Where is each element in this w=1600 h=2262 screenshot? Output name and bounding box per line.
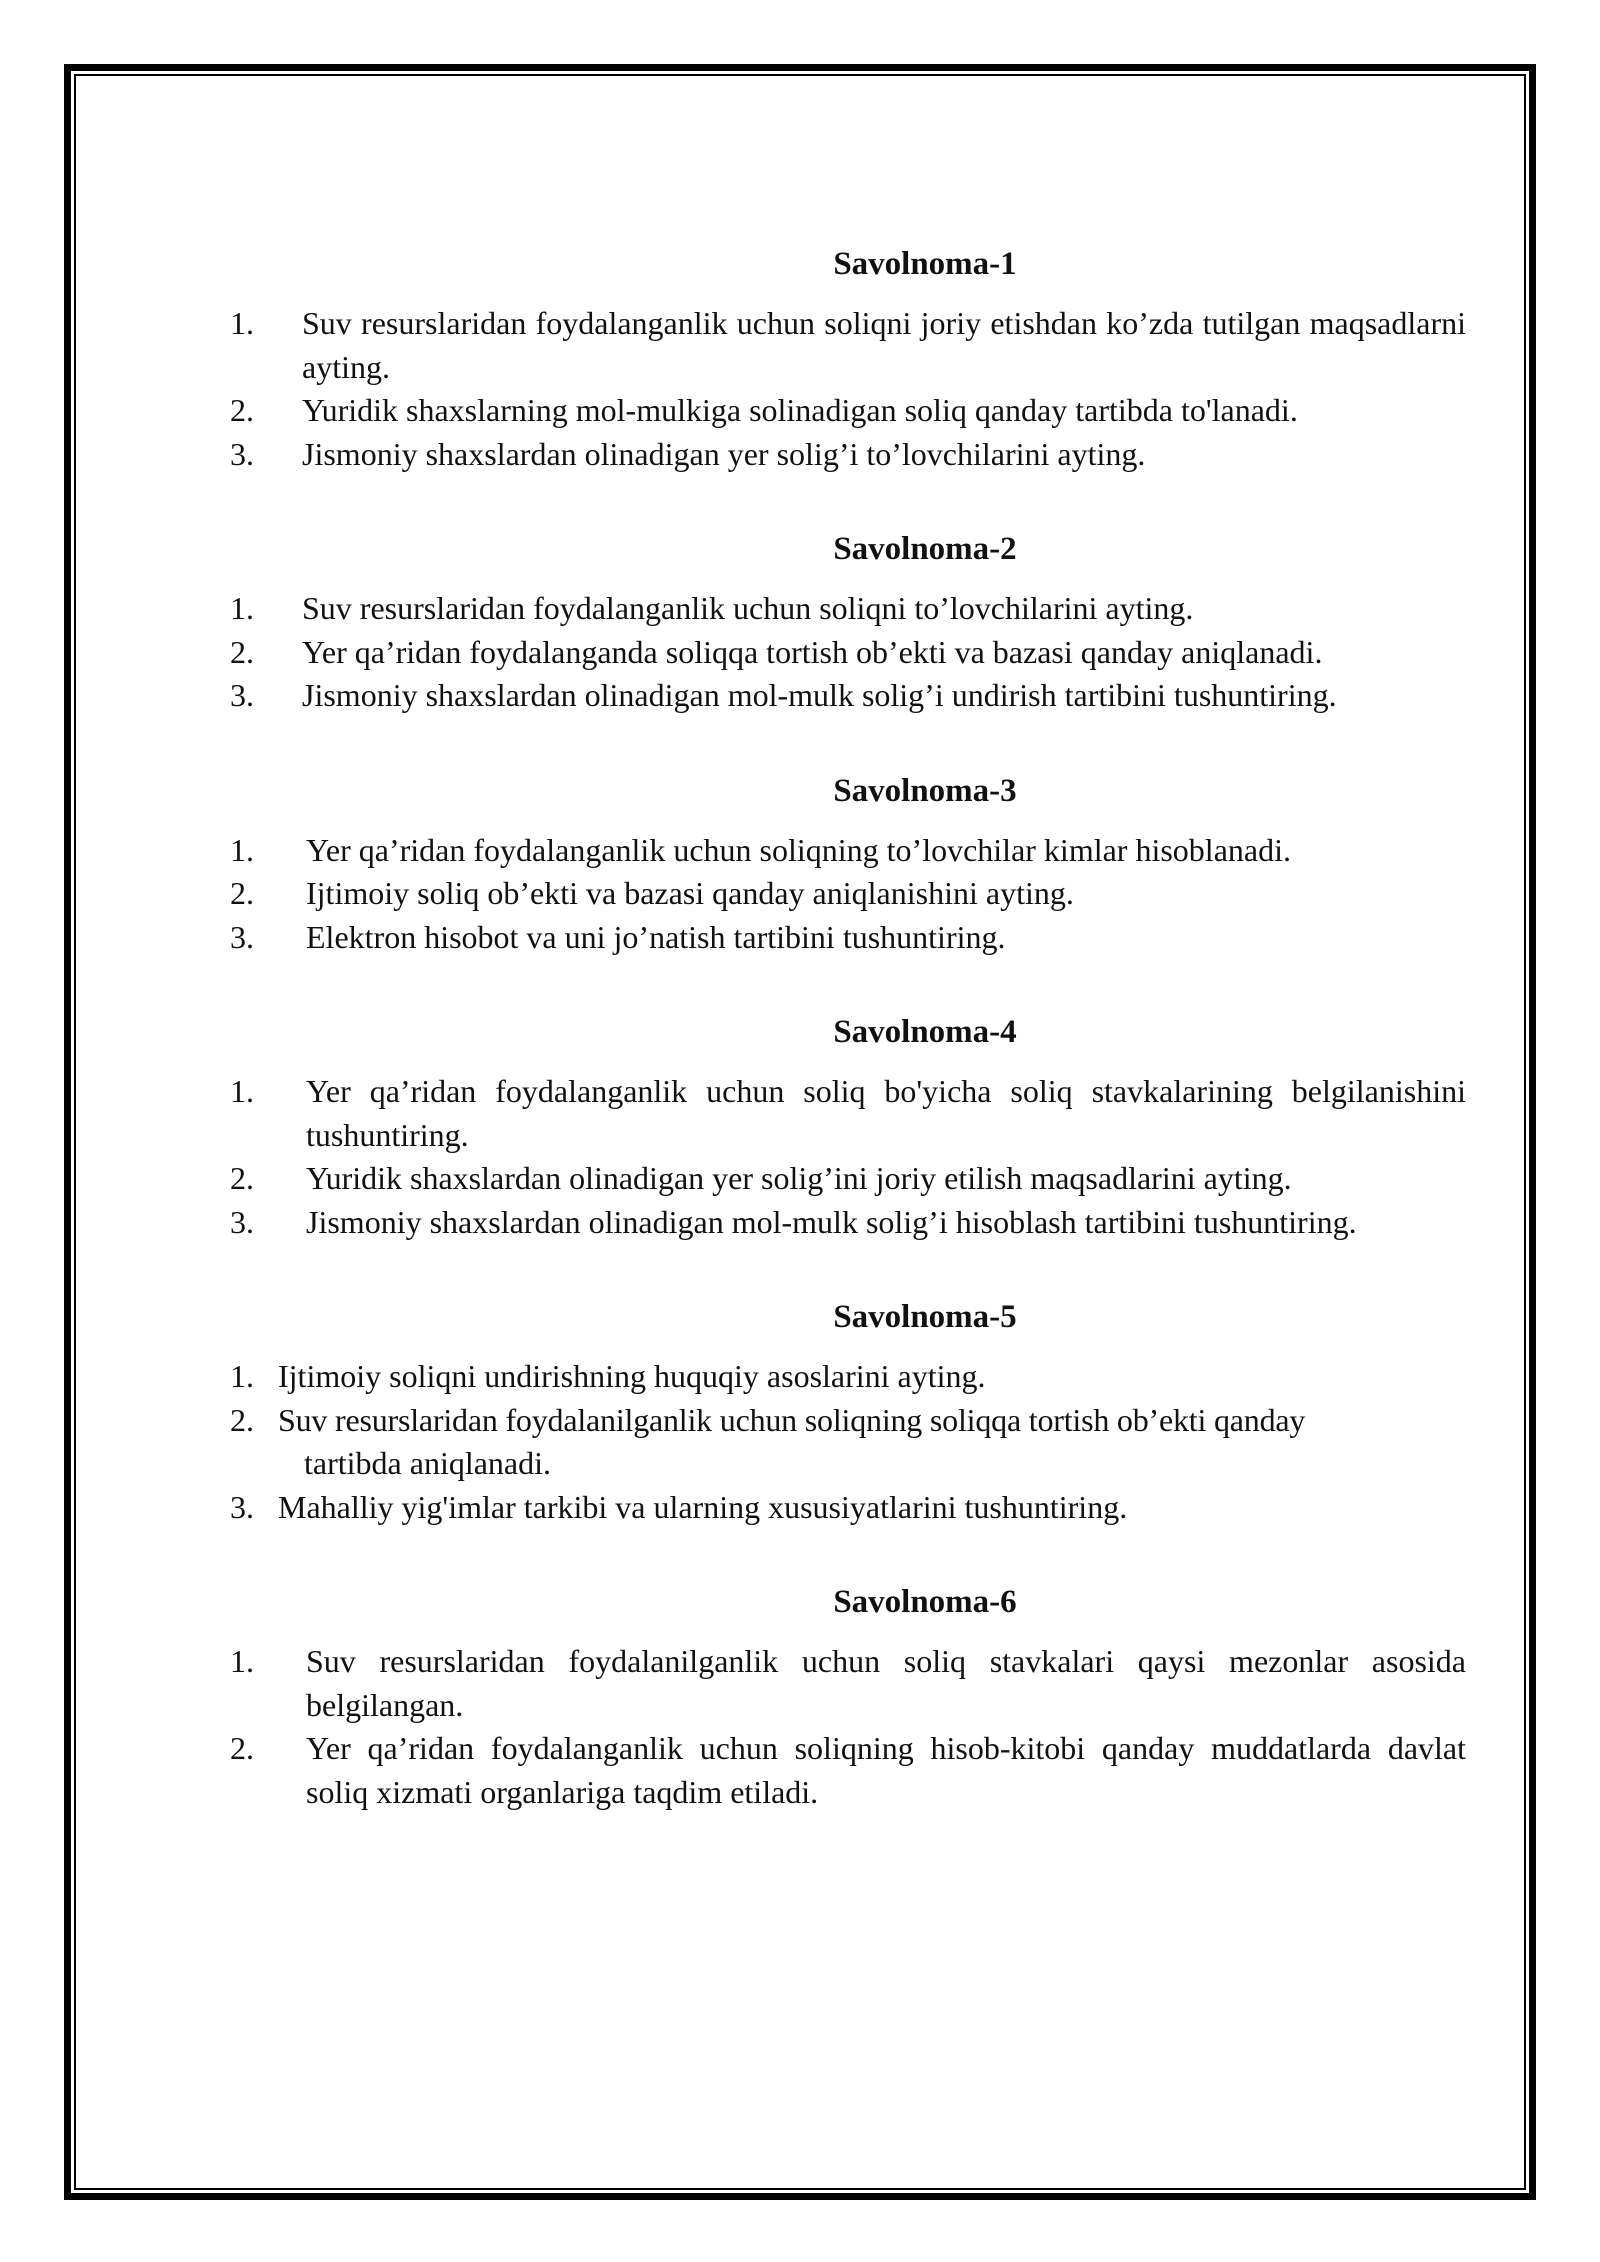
question-text: Ijtimoiy soliqni undirishning huquqiy asoslarini ayting. [278, 1358, 986, 1394]
questionnaire-3 [230, 770, 1490, 960]
question-list [230, 829, 1490, 960]
question-item [230, 302, 1490, 389]
question-text: Suv resurslaridan foydalanganlik uchun soliqni joriy etishdan ko’zda tutilgan maqsadlarni ayting. [302, 305, 1466, 385]
question-number: 1. [230, 831, 254, 868]
question-item [230, 1640, 1490, 1727]
question-number: 3. [230, 1203, 254, 1240]
document-body [230, 243, 1490, 1814]
question-number: 3. [230, 1488, 254, 1525]
questionnaire-5 [230, 1296, 1490, 1529]
question-text: Ijtimoiy soliq ob’ekti va bazasi qanday aniqlanishini ayting. [306, 875, 1074, 911]
section-title: Savolnoma-1 [833, 246, 1017, 282]
question-text: Yer qa’ridan foydalanganlik uchun soliq bo'yicha soliq stavkalarining belgilanishini tushuntiring. [306, 1073, 1466, 1153]
question-text-continued: tartibda aniqlanadi. [304, 1445, 552, 1481]
question-text: Yuridik shaxslardan olinadigan yer solig’ini joriy etilish maqsadlarini ayting. [306, 1160, 1292, 1196]
section-title: Savolnoma-6 [833, 1584, 1017, 1620]
question-text: Suv resurslaridan foydalanganlik uchun soliqni to’lovchilarini ayting. [302, 590, 1194, 626]
questionnaire-4 [230, 1011, 1490, 1244]
question-item [230, 1399, 1490, 1486]
question-text: Yer qa’ridan foydalanganlik uchun soliqning hisob-kitobi qanday muddatlarda davlat soliq xizmati organlariga taqdim etiladi. [306, 1730, 1466, 1810]
question-number: 3. [230, 435, 254, 472]
question-item [230, 631, 1490, 675]
section-title: Savolnoma-2 [833, 531, 1017, 567]
question-number: 2. [230, 1160, 254, 1196]
question-item [230, 433, 1490, 477]
question-number: 1. [230, 1073, 254, 1109]
question-item [230, 1157, 1490, 1201]
section-title: Savolnoma-4 [833, 1014, 1017, 1050]
question-list [230, 1355, 1490, 1529]
question-item [230, 389, 1490, 433]
question-item [230, 829, 1490, 873]
question-text: Suv resurslaridan foydalanilganlik uchun soliqning soliqqa tortish ob’ekti qanday [278, 1401, 1306, 1438]
question-item [230, 1201, 1490, 1245]
question-item [230, 1355, 1490, 1399]
question-number: 2. [230, 875, 254, 911]
question-list [230, 302, 1490, 476]
question-number: 2. [230, 633, 254, 670]
question-number: 2. [230, 1730, 254, 1766]
question-number: 1. [230, 305, 254, 341]
question-number: 2. [230, 1401, 254, 1438]
question-text: Yuridik shaxslarning mol-mulkiga solinadigan soliq qanday tartibda to'lanadi. [302, 392, 1298, 428]
question-list [230, 1070, 1490, 1244]
question-item [230, 872, 1490, 916]
question-text: Mahalliy yig'imlar tarkibi va ularning xususiyatlarini tushuntiring. [278, 1488, 1128, 1525]
question-text: Elektron hisobot va uni jo’natish tartibini tushuntiring. [306, 918, 1006, 955]
questionnaire-1 [230, 243, 1490, 476]
questionnaire-6 [230, 1581, 1490, 1814]
question-text: Yer qa’ridan foydalanganlik uchun soliqning to’lovchilar kimlar hisoblanadi. [306, 831, 1291, 868]
question-item [230, 674, 1490, 718]
section-title: Savolnoma-3 [833, 772, 1017, 809]
question-list [230, 587, 1490, 718]
section-title: Savolnoma-5 [833, 1299, 1017, 1335]
question-text: Jismoniy shaxslardan olinadigan yer solig’i to’lovchilarini ayting. [302, 435, 1146, 472]
question-list [230, 1640, 1490, 1814]
question-number: 1. [230, 590, 254, 626]
question-text: Jismoniy shaxslardan olinadigan mol-mulk solig’i hisoblash tartibini tushuntiring. [306, 1203, 1357, 1240]
question-number: 3. [230, 918, 254, 955]
questionnaire-2 [230, 528, 1490, 718]
question-item [230, 1727, 1490, 1814]
question-text: Yer qa’ridan foydalanganda soliqqa tortish ob’ekti va bazasi qanday aniqlanadi. [302, 633, 1323, 670]
question-item [230, 916, 1490, 960]
question-text: Jismoniy shaxslardan olinadigan mol-mulk solig’i undirish tartibini tushuntiring. [302, 677, 1337, 713]
question-item [230, 1486, 1490, 1530]
question-number: 1. [230, 1643, 254, 1679]
question-number: 1. [230, 1358, 254, 1394]
question-item [230, 587, 1490, 631]
question-item [230, 1070, 1490, 1157]
question-number: 2. [230, 392, 254, 428]
question-text: Suv resurslaridan foydalanilganlik uchun soliq stavkalari qaysi mezonlar asosida belgilangan. [306, 1643, 1466, 1723]
question-number: 3. [230, 677, 254, 713]
